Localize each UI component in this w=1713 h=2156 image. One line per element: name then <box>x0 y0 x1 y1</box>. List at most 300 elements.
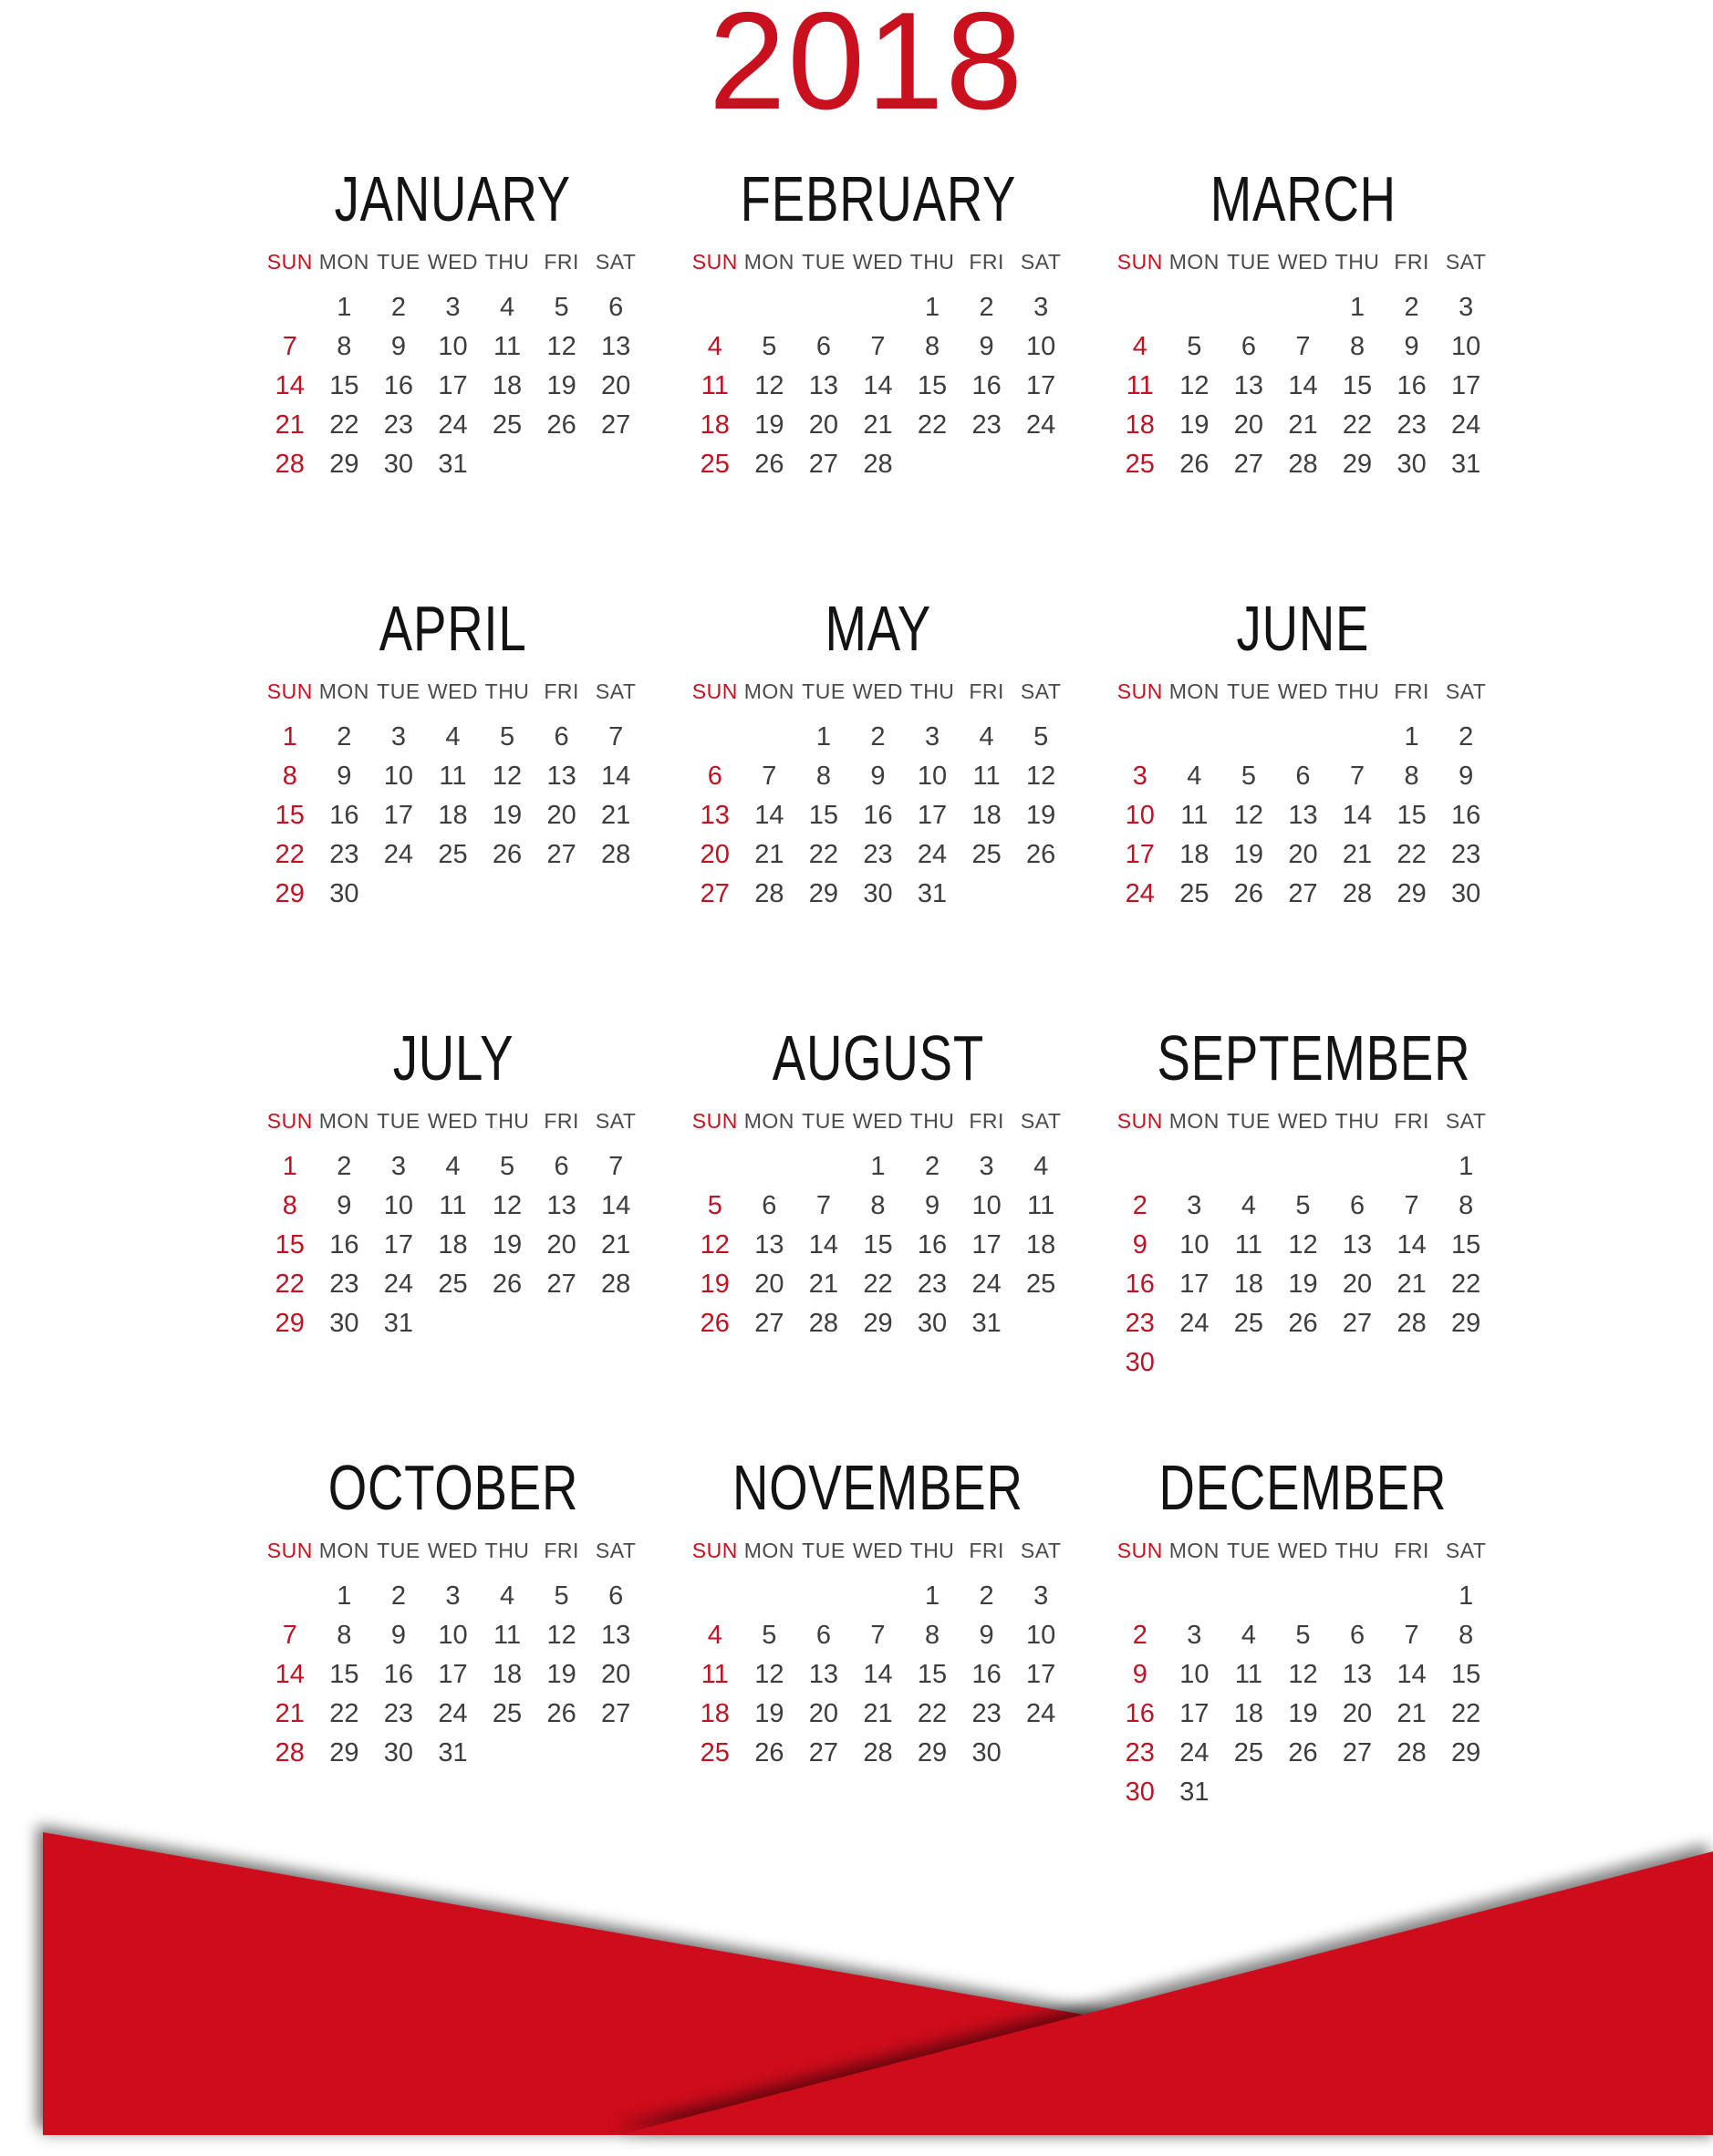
date-cell: 23 <box>971 1698 1002 1728</box>
week-row <box>688 1265 1068 1304</box>
date-cell: 8 <box>282 761 297 791</box>
date-cell: 23 <box>917 1269 948 1299</box>
weeks-grid <box>263 288 643 484</box>
date-cell: 28 <box>754 878 784 908</box>
date-cell: 11 <box>1126 370 1154 400</box>
date-cell: 12 <box>492 761 523 791</box>
date-cell: 4 <box>1033 1151 1049 1181</box>
date-cell <box>1330 1577 1385 1616</box>
date-cell: 30 <box>1451 878 1481 908</box>
date-cell: 4 <box>1241 1190 1256 1220</box>
date-cell: 26 <box>1179 449 1209 479</box>
week-row <box>263 1734 643 1773</box>
date-cell: 18 <box>700 409 730 440</box>
month-title-text: MARCH <box>1209 163 1396 234</box>
date-cell: 15 <box>917 1659 948 1689</box>
date-cell: 30 <box>383 449 414 479</box>
date-cell: 31 <box>917 878 948 908</box>
date-cell: 5 <box>1295 1190 1311 1220</box>
date-cell: 17 <box>917 800 948 830</box>
date-cell: 11 <box>493 1620 522 1650</box>
date-cell: 26 <box>546 409 576 440</box>
date-cell <box>588 1734 643 1773</box>
date-cell <box>1385 1343 1439 1383</box>
date-cell: 12 <box>700 1229 730 1259</box>
date-cell: 23 <box>383 1698 414 1728</box>
week-row <box>263 796 643 835</box>
date-cell <box>851 288 906 327</box>
date-cell <box>1330 1343 1385 1383</box>
day-header: SAT <box>1020 679 1062 703</box>
month-block <box>1113 1021 1493 1383</box>
date-cell: 18 <box>492 1659 523 1689</box>
date-cell: 14 <box>1342 800 1373 830</box>
date-cell <box>742 288 797 327</box>
date-cell: 20 <box>1288 839 1318 869</box>
date-cell <box>742 1577 797 1616</box>
month-block <box>688 1451 1068 1773</box>
date-cell: 21 <box>601 1229 631 1259</box>
date-cell: 13 <box>1342 1659 1373 1689</box>
week-row <box>263 875 643 914</box>
date-cell: 3 <box>1459 292 1474 322</box>
month-title <box>1113 1021 1493 1094</box>
date-cell: 4 <box>1187 761 1202 791</box>
date-cell: 6 <box>554 721 569 751</box>
date-cell: 16 <box>863 800 893 830</box>
week-row <box>263 757 643 796</box>
date-cell: 20 <box>601 370 631 400</box>
date-cell <box>960 875 1014 914</box>
date-cell: 10 <box>438 331 468 361</box>
week-row <box>1113 1226 1493 1265</box>
date-cell: 13 <box>808 370 839 400</box>
date-cell: 25 <box>1179 878 1209 908</box>
week-row <box>263 1304 643 1343</box>
week-row <box>1113 718 1493 757</box>
date-cell: 23 <box>329 1269 359 1299</box>
day-header: TUE <box>1227 679 1271 703</box>
day-header: SUN <box>266 1109 313 1133</box>
week-row <box>688 288 1068 327</box>
date-cell: 5 <box>707 1190 722 1220</box>
date-cell: 5 <box>1241 761 1256 791</box>
date-cell: 4 <box>707 1620 722 1650</box>
date-cell: 9 <box>870 761 886 791</box>
date-cell: 15 <box>1451 1229 1481 1259</box>
day-header: FRI <box>969 1539 1004 1562</box>
date-cell: 21 <box>1396 1698 1427 1728</box>
date-cell <box>688 288 742 327</box>
date-cell: 25 <box>492 1698 523 1728</box>
week-row <box>688 1304 1068 1343</box>
date-cell: 31 <box>383 1308 414 1338</box>
week-row <box>1113 1577 1493 1616</box>
date-cell: 1 <box>1404 721 1419 751</box>
date-cell: 26 <box>492 1269 523 1299</box>
date-cell: 5 <box>554 292 569 322</box>
week-row <box>263 1655 643 1695</box>
week-row <box>1113 1616 1493 1655</box>
date-cell: 25 <box>1233 1308 1264 1338</box>
month-title-text: APRIL <box>379 593 527 664</box>
date-cell <box>688 1147 742 1187</box>
date-cell: 9 <box>979 331 994 361</box>
date-cell: 18 <box>1233 1269 1264 1299</box>
date-cell: 3 <box>1187 1190 1202 1220</box>
date-cell: 6 <box>1349 1190 1365 1220</box>
date-cell: 14 <box>1396 1659 1427 1689</box>
day-header: TUE <box>377 1109 420 1133</box>
date-cell: 18 <box>700 1698 730 1728</box>
date-cell <box>1438 1773 1493 1812</box>
date-cell <box>1330 718 1385 757</box>
date-cell: 15 <box>863 1229 893 1259</box>
date-cell: 11 <box>701 1659 729 1689</box>
date-cell: 26 <box>754 449 784 479</box>
date-cell: 24 <box>438 409 468 440</box>
date-cell <box>1385 1577 1439 1616</box>
day-header: WED <box>852 1539 904 1562</box>
month-title-text: MAY <box>825 593 931 664</box>
week-row <box>1113 1343 1493 1383</box>
day-header: THU <box>909 250 955 274</box>
date-cell: 20 <box>546 1229 576 1259</box>
date-cell: 2 <box>1132 1190 1147 1220</box>
date-cell: 2 <box>390 292 406 322</box>
date-cell: 1 <box>1459 1151 1474 1181</box>
month-block <box>263 592 643 914</box>
date-cell <box>1168 1577 1222 1616</box>
day-header: SUN <box>266 1539 313 1562</box>
date-cell <box>1276 1773 1331 1812</box>
week-row <box>263 288 643 327</box>
date-cell: 15 <box>917 370 948 400</box>
week-row <box>1113 288 1493 327</box>
day-header: SUN <box>1116 250 1163 274</box>
date-cell: 21 <box>754 839 784 869</box>
day-header: TUE <box>802 250 846 274</box>
date-cell: 24 <box>917 839 948 869</box>
date-cell: 22 <box>275 1269 305 1299</box>
day-header: SUN <box>1116 1539 1163 1562</box>
date-cell: 25 <box>971 839 1002 869</box>
date-cell: 19 <box>754 409 784 440</box>
date-cell: 2 <box>870 721 886 751</box>
weeks-grid <box>688 288 1068 484</box>
date-cell <box>535 875 589 914</box>
date-cell: 13 <box>1233 370 1264 400</box>
date-cell: 24 <box>383 839 414 869</box>
day-header: MON <box>1168 1109 1220 1133</box>
date-cell: 30 <box>917 1308 948 1338</box>
date-cell: 15 <box>1342 370 1373 400</box>
date-cell <box>1385 1147 1439 1187</box>
month-title <box>1113 162 1493 235</box>
day-header-row <box>263 248 643 275</box>
week-row <box>688 1147 1068 1187</box>
date-cell: 10 <box>1179 1659 1209 1689</box>
day-header: FRI <box>544 679 579 703</box>
date-cell: 21 <box>601 800 631 830</box>
weeks-grid <box>688 1147 1068 1343</box>
date-cell <box>960 445 1014 484</box>
date-cell: 15 <box>329 370 359 400</box>
day-header: MON <box>743 679 794 703</box>
date-cell: 26 <box>546 1698 576 1728</box>
month-title-text: NOVEMBER <box>732 1452 1023 1523</box>
date-cell <box>796 1147 851 1187</box>
date-cell: 27 <box>601 409 631 440</box>
week-row <box>1113 757 1493 796</box>
date-cell <box>796 288 851 327</box>
date-cell: 8 <box>1404 761 1419 791</box>
date-cell: 20 <box>546 800 576 830</box>
day-header: TUE <box>377 250 420 274</box>
date-cell: 11 <box>1027 1190 1055 1220</box>
date-cell: 12 <box>1026 761 1056 791</box>
date-cell <box>1113 718 1168 757</box>
date-cell <box>1276 1343 1331 1383</box>
date-cell: 31 <box>1451 449 1481 479</box>
date-cell: 10 <box>917 761 948 791</box>
date-cell: 20 <box>700 839 730 869</box>
weeks-grid <box>1113 288 1493 484</box>
date-cell: 14 <box>275 370 305 400</box>
date-cell: 20 <box>1342 1269 1373 1299</box>
date-cell: 22 <box>863 1269 893 1299</box>
date-cell: 13 <box>808 1659 839 1689</box>
week-row <box>1113 367 1493 406</box>
date-cell: 12 <box>492 1190 523 1220</box>
date-cell <box>1276 1147 1331 1187</box>
date-cell: 20 <box>808 1698 839 1728</box>
date-cell: 5 <box>1295 1620 1311 1650</box>
date-cell: 28 <box>1288 449 1318 479</box>
date-cell: 9 <box>1132 1229 1147 1259</box>
week-row <box>688 1655 1068 1695</box>
date-cell: 18 <box>971 800 1002 830</box>
date-cell: 15 <box>1451 1659 1481 1689</box>
date-cell: 28 <box>1342 878 1373 908</box>
date-cell: 25 <box>1026 1269 1056 1299</box>
date-cell: 27 <box>754 1308 784 1338</box>
month-block <box>263 162 643 484</box>
week-row <box>688 406 1068 445</box>
date-cell: 21 <box>1396 1269 1427 1299</box>
day-header: WED <box>1277 1539 1329 1562</box>
date-cell: 24 <box>1026 409 1056 440</box>
date-cell: 1 <box>282 721 297 751</box>
date-cell: 3 <box>1132 761 1147 791</box>
date-cell: 30 <box>383 1737 414 1767</box>
date-cell: 23 <box>863 839 893 869</box>
day-header: THU <box>484 1109 530 1133</box>
date-cell: 3 <box>390 721 406 751</box>
date-cell: 23 <box>1396 409 1427 440</box>
week-row <box>688 835 1068 875</box>
date-cell: 14 <box>863 370 893 400</box>
week-row <box>1113 1695 1493 1734</box>
day-header: THU <box>484 250 530 274</box>
date-cell <box>480 1734 535 1773</box>
date-cell: 3 <box>979 1151 994 1181</box>
date-cell: 17 <box>1179 1698 1209 1728</box>
date-cell: 9 <box>979 1620 994 1650</box>
date-cell: 30 <box>971 1737 1002 1767</box>
day-header: TUE <box>377 1539 420 1562</box>
date-cell: 5 <box>1033 721 1049 751</box>
date-cell: 9 <box>337 1190 352 1220</box>
date-cell: 10 <box>1026 331 1056 361</box>
date-cell: 29 <box>1451 1308 1481 1338</box>
day-header: MON <box>743 1109 794 1133</box>
date-cell: 2 <box>1404 292 1419 322</box>
date-cell: 14 <box>808 1229 839 1259</box>
week-row <box>688 1695 1068 1734</box>
day-header: FRI <box>969 1109 1004 1133</box>
date-cell: 6 <box>707 761 722 791</box>
day-header: THU <box>1334 1539 1380 1562</box>
date-cell: 27 <box>1233 449 1264 479</box>
date-cell: 21 <box>863 409 893 440</box>
date-cell: 13 <box>601 1620 631 1650</box>
date-cell: 5 <box>499 1151 515 1181</box>
date-cell: 31 <box>438 1737 468 1767</box>
date-cell: 6 <box>608 1581 624 1611</box>
week-row <box>688 445 1068 484</box>
date-cell: 27 <box>1342 1737 1373 1767</box>
month-title <box>1113 1451 1493 1524</box>
day-header: WED <box>427 250 479 274</box>
date-cell: 1 <box>815 721 831 751</box>
week-row <box>1113 1187 1493 1226</box>
week-row <box>688 718 1068 757</box>
date-cell: 25 <box>1125 449 1155 479</box>
date-cell: 13 <box>1288 800 1318 830</box>
date-cell <box>535 445 589 484</box>
month-title <box>263 1451 643 1524</box>
date-cell: 22 <box>329 1698 359 1728</box>
date-cell <box>263 1577 317 1616</box>
date-cell: 24 <box>1125 878 1155 908</box>
week-row <box>1113 327 1493 367</box>
date-cell: 14 <box>863 1659 893 1689</box>
day-header: TUE <box>1227 1539 1271 1562</box>
day-header-row <box>688 1537 1068 1564</box>
day-header: TUE <box>1227 1109 1271 1133</box>
day-header: TUE <box>802 1539 846 1562</box>
date-cell: 24 <box>1451 409 1481 440</box>
day-header: FRI <box>544 250 579 274</box>
date-cell: 8 <box>870 1190 886 1220</box>
day-header: THU <box>1334 679 1380 703</box>
date-cell <box>905 445 960 484</box>
date-cell: 26 <box>1233 878 1264 908</box>
day-header: FRI <box>544 1539 579 1562</box>
date-cell: 6 <box>608 292 624 322</box>
date-cell: 7 <box>1404 1190 1419 1220</box>
day-header: SUN <box>1116 1109 1163 1133</box>
date-cell: 18 <box>1179 839 1209 869</box>
date-cell <box>480 875 535 914</box>
date-cell: 19 <box>1288 1269 1318 1299</box>
month-title-text: DECEMBER <box>1158 1452 1448 1523</box>
week-row <box>688 1734 1068 1773</box>
date-cell: 17 <box>1125 839 1155 869</box>
day-header: WED <box>852 250 904 274</box>
date-cell: 10 <box>383 1190 414 1220</box>
day-header: FRI <box>1394 1539 1429 1562</box>
date-cell: 16 <box>1451 800 1481 830</box>
day-header: SAT <box>595 250 637 274</box>
day-header: WED <box>1277 1109 1329 1133</box>
date-cell: 16 <box>329 1229 359 1259</box>
date-cell: 26 <box>492 839 523 869</box>
date-cell <box>480 1304 535 1343</box>
date-cell <box>588 445 643 484</box>
date-cell: 20 <box>754 1269 784 1299</box>
date-cell: 24 <box>1179 1737 1209 1767</box>
month-title <box>263 162 643 235</box>
date-cell <box>1438 1343 1493 1383</box>
month-title <box>688 1451 1068 1524</box>
date-cell <box>1330 1147 1385 1187</box>
day-header-row <box>688 678 1068 705</box>
day-header: FRI <box>1394 679 1429 703</box>
date-cell: 7 <box>282 331 297 361</box>
date-cell <box>1221 1773 1276 1812</box>
date-cell <box>688 718 742 757</box>
date-cell: 7 <box>870 331 886 361</box>
date-cell <box>263 288 317 327</box>
day-header: MON <box>743 250 794 274</box>
week-row <box>1113 1147 1493 1187</box>
date-cell: 13 <box>601 331 631 361</box>
day-header: MON <box>1168 250 1220 274</box>
date-cell: 6 <box>815 331 831 361</box>
week-row <box>1113 875 1493 914</box>
day-header: FRI <box>544 1109 579 1133</box>
date-cell: 6 <box>1349 1620 1365 1650</box>
week-row <box>1113 1265 1493 1304</box>
date-cell: 8 <box>815 761 831 791</box>
date-cell: 6 <box>1241 331 1256 361</box>
weeks-grid <box>688 1577 1068 1773</box>
date-cell: 2 <box>979 1581 994 1611</box>
date-cell: 19 <box>1179 409 1209 440</box>
week-row <box>1113 1773 1493 1812</box>
date-cell: 5 <box>762 1620 777 1650</box>
date-cell <box>1221 1577 1276 1616</box>
week-row <box>263 1616 643 1655</box>
date-cell <box>851 1577 906 1616</box>
date-cell: 6 <box>1295 761 1311 791</box>
day-header: SAT <box>1020 1109 1062 1133</box>
date-cell: 9 <box>390 331 406 361</box>
date-cell: 17 <box>971 1229 1002 1259</box>
date-cell: 28 <box>1396 1308 1427 1338</box>
date-cell <box>1221 288 1276 327</box>
date-cell <box>1221 718 1276 757</box>
day-header: TUE <box>802 679 846 703</box>
date-cell: 26 <box>1288 1737 1318 1767</box>
day-header-row <box>1113 678 1493 705</box>
date-cell: 19 <box>546 1659 576 1689</box>
month-title-text: FEBRUARY <box>740 163 1016 234</box>
date-cell: 9 <box>390 1620 406 1650</box>
weeks-grid <box>1113 718 1493 914</box>
